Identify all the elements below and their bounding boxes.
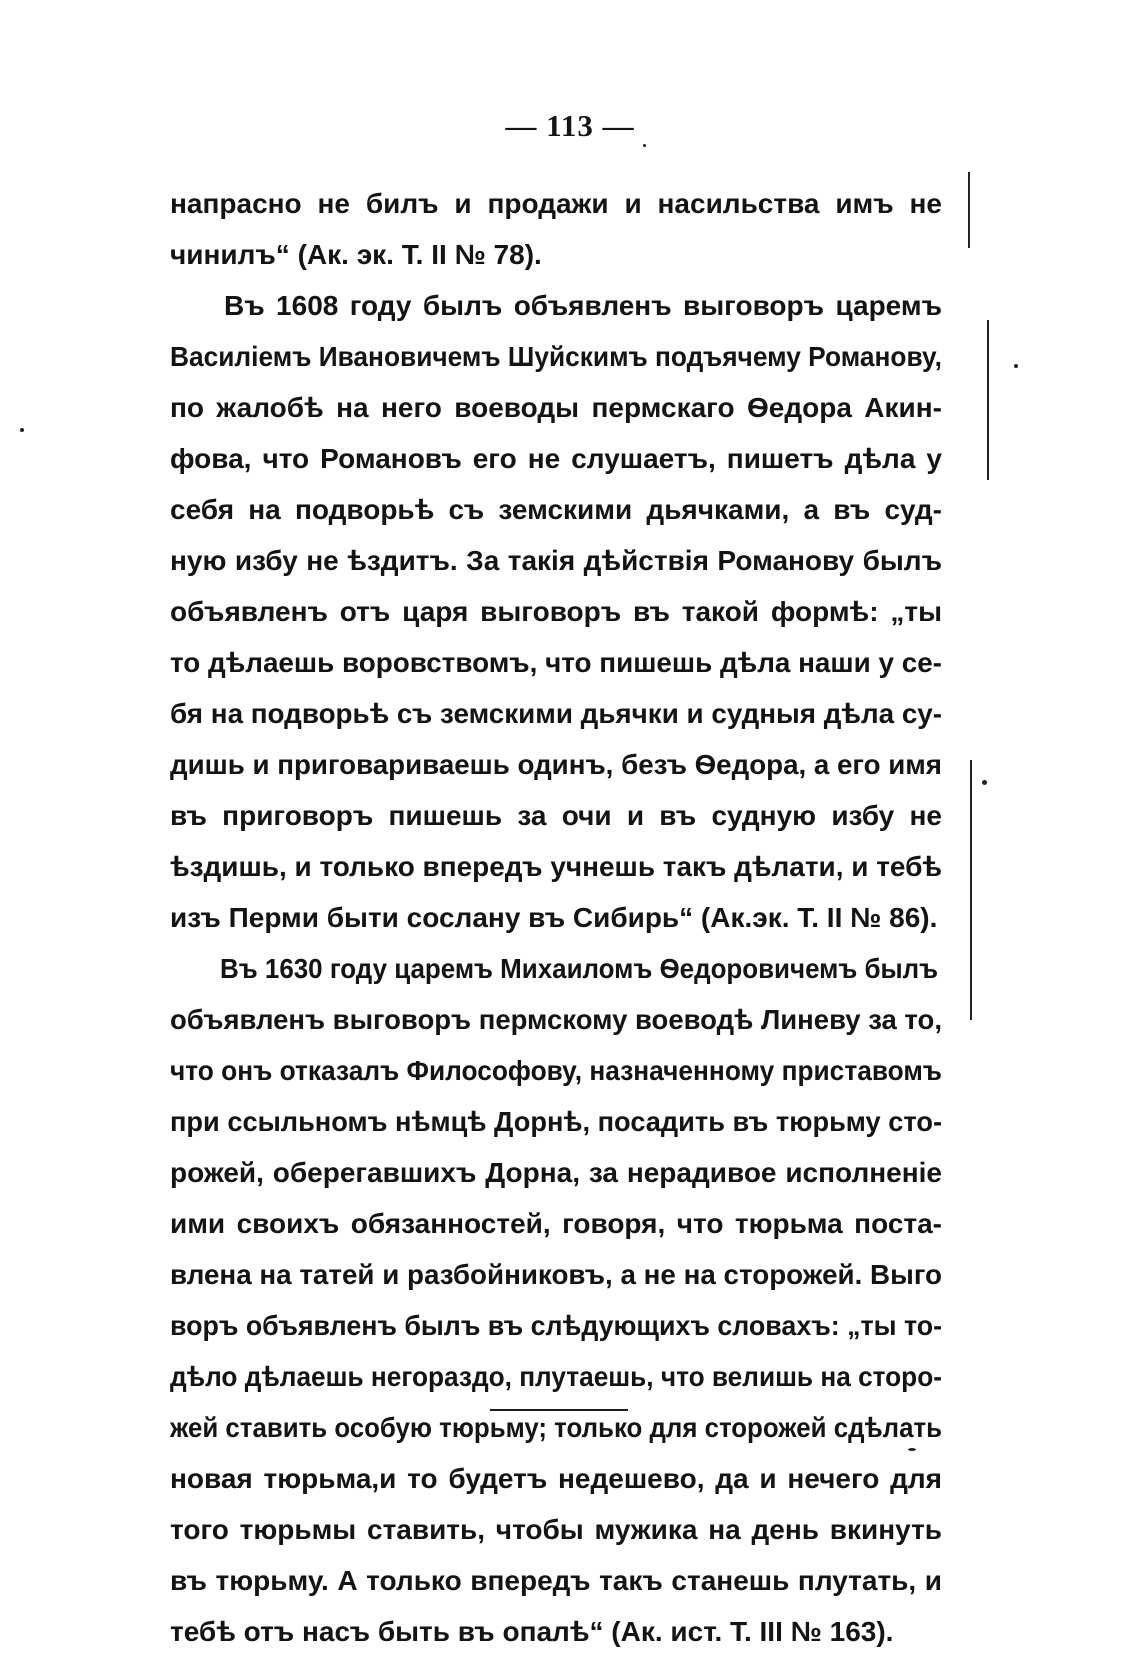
ink-speck bbox=[643, 144, 646, 147]
page-number: — 113 — bbox=[505, 108, 635, 143]
text-line: при ссыльномъ нѣмцѣ Дорнѣ, посадить въ тюрьму сто- bbox=[170, 1106, 943, 1137]
margin-mark bbox=[987, 320, 989, 480]
text-line: Василіемъ Ивановичемъ Шуйскимъ подъячему Романову, bbox=[170, 341, 942, 372]
text-line: въ приговоръ пишешь за очи и въ судную избу не bbox=[170, 800, 942, 831]
text-line: объявленъ выговоръ пермскому воеводѣ Линеву за то, bbox=[170, 1004, 942, 1035]
ink-speck bbox=[1014, 364, 1018, 368]
text-line: ими своихъ обязанностей, говоря, что тюрьма поста- bbox=[170, 1208, 942, 1239]
text-line: объявленъ отъ царя выговоръ въ такой формѣ: „ты bbox=[170, 596, 942, 627]
text-line: рожей, оберегавшихъ Дорна, за нерадивое исполненіе bbox=[170, 1157, 942, 1188]
text-line: то дѣлаешь воровствомъ, что пишешь дѣла наши у се- bbox=[170, 647, 942, 678]
margin-mark bbox=[968, 172, 970, 248]
closing-rule bbox=[490, 1409, 628, 1411]
paragraph-first-line: Въ 1608 году былъ объявленъ выговоръ царемъ bbox=[224, 290, 942, 321]
text-line: дѣло дѣлаешь негораздо, плутаешь, что велишь на сторо- bbox=[170, 1361, 942, 1392]
text-line: бя на подворьѣ съ земскими дьячки и судныя дѣла су- bbox=[170, 698, 943, 729]
body-text bbox=[170, 178, 942, 1657]
text-line: фова, что Романовъ его не слушаетъ, пишетъ дѣла у bbox=[170, 443, 942, 474]
text-line: того тюрьмы ставить, чтобы мужика на день вкинуть bbox=[170, 1514, 942, 1545]
margin-mark bbox=[970, 760, 972, 1020]
text-line: жей ставить особую тюрьму; только для сторожей сдѣлать bbox=[170, 1412, 942, 1443]
text-line: по жалобѣ на него воеводы пермскаго Ѳедора Акин- bbox=[170, 392, 942, 423]
text-line: влена на татей и разбойниковъ, а не на сторожей. Выго bbox=[170, 1259, 942, 1290]
paragraph-first-line: Въ 1630 году царемъ Михаиломъ Ѳедоровичемъ былъ bbox=[220, 953, 939, 984]
text-line: ную избу не ѣздитъ. За такія дѣйствія Романову былъ bbox=[170, 545, 942, 576]
ink-speck bbox=[20, 428, 24, 432]
text-line: изъ Перми быти сослану въ Сибирь“ (Ак.эк. Т. II № 86). bbox=[170, 902, 938, 933]
ink-speck bbox=[982, 780, 987, 785]
text-line: чинилъ“ (Ак. эк. Т. II № 78). bbox=[170, 239, 542, 270]
text-line: новая тюрьма,и то будетъ недешево, да и нечего для bbox=[170, 1463, 942, 1494]
text-line: тебѣ отъ насъ быть въ опалѣ“ (Ак. ист. Т. III № 163). bbox=[170, 1616, 894, 1647]
text-line: ѣздишь, и только впередъ учнешь такъ дѣлати, и тебѣ bbox=[170, 851, 942, 882]
ink-speck bbox=[908, 1448, 916, 1451]
text-line: дишь и приговариваешь одинъ, безъ Ѳедора, а его имя bbox=[170, 749, 942, 780]
text-line: что онъ отказалъ Философову, назначенному приставомъ bbox=[170, 1055, 942, 1086]
text-line: себя на подворьѣ съ земскими дьячками, а въ суд- bbox=[170, 494, 942, 525]
text-line: напрасно не билъ и продажи и насильства имъ не bbox=[170, 188, 942, 219]
text-line: воръ объявленъ былъ въ слѣдующихъ словахъ: „ты то- bbox=[170, 1310, 943, 1341]
text-line: въ тюрьму. А только впередъ такъ станешь плутать, и bbox=[170, 1565, 942, 1596]
